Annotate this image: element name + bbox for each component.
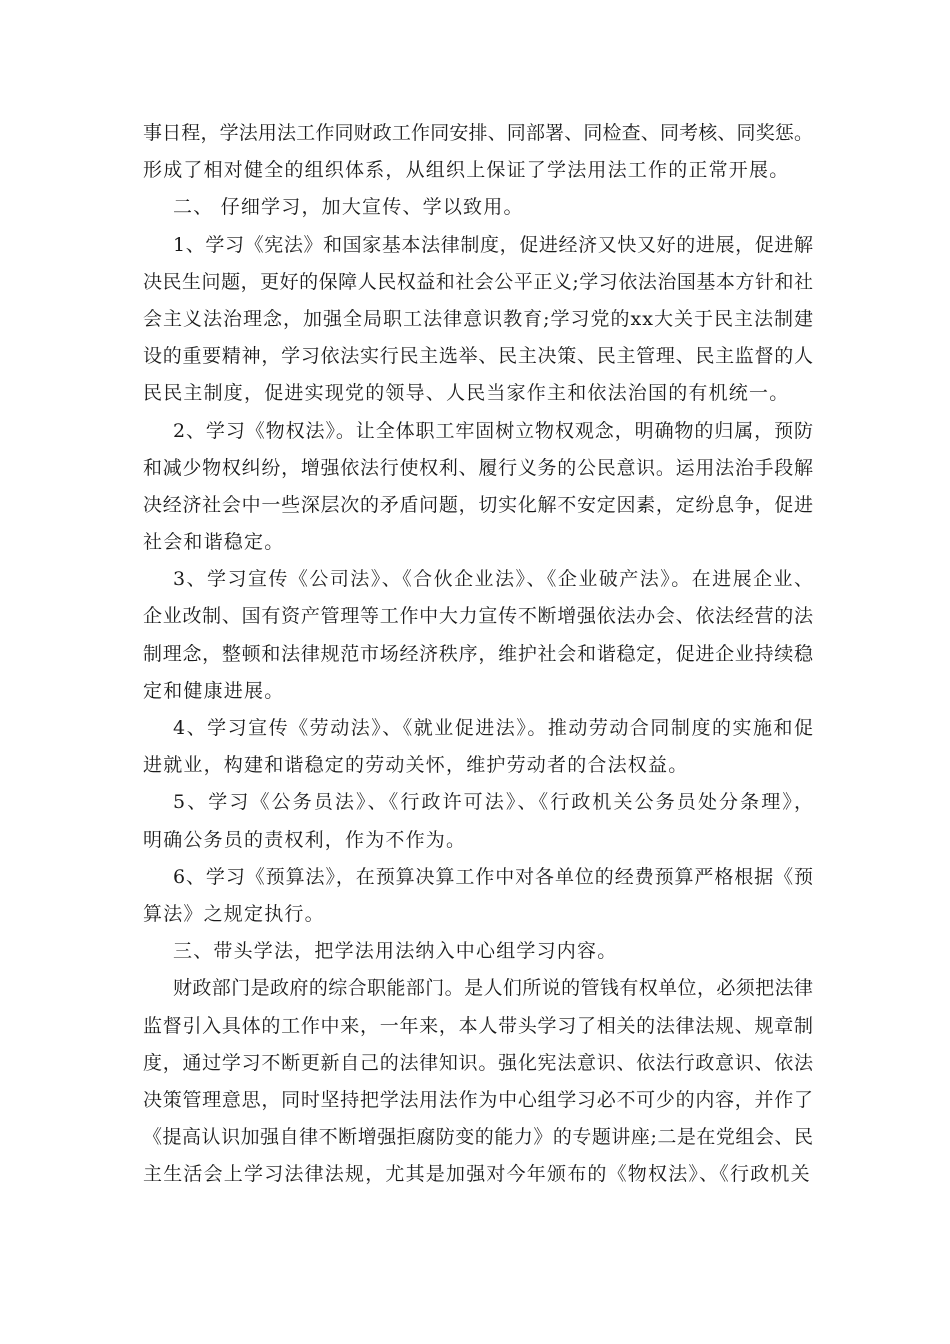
text-line: 决经济社会中一些深层次的矛盾问题，切实化解不安定因素，定纷息争，促进	[143, 493, 814, 516]
text-line: 6、学习《预算法》，在预算决算工作中对各单位的经费预算严格根据《预	[173, 865, 814, 888]
text-line: 定和健康进展。	[143, 679, 285, 702]
text-line: 监督引入具体的工作中来，一年来，本人带头学习了相关的法律法规、规章制	[143, 1014, 814, 1037]
text-line: 5、学习《公务员法》、《行政许可法》、《行政机关公务员处分条理》，	[173, 791, 816, 814]
text-line: 2、学习《物权法》。让全体职工牢固树立物权观念，明确物的归属，预防	[173, 419, 814, 442]
text-line: 形成了相对健全的组织体系，从组织上保证了学法用法工作的正常开展。	[143, 159, 790, 182]
text-line: 和减少物权纠纷，增强依法行使权利、履行义务的公民意识。运用法治手段解	[143, 456, 814, 479]
text-line: 财政部门是政府的综合职能部门。是人们所说的管钱有权单位，必须把法律	[173, 977, 814, 1000]
text-line: 4、学习宣传《劳动法》、《就业促进法》。推动劳动合同制度的实施和促	[173, 717, 815, 739]
text-line: 主生活会上学习法律法规，尤其是加强对今年颁布的《物权法》、《行政机关	[143, 1163, 811, 1186]
text-line: 算法》之规定执行。	[143, 902, 325, 925]
text-line: 明确公务员的责权利，作为不作为。	[143, 828, 467, 851]
text-line: 社会和谐稳定。	[143, 531, 285, 554]
text-line: 设的重要精神，学习依法实行民主选举、民主决策、民主管理、民主监督的人	[143, 345, 814, 368]
text-line: 会主义法治理念，加强全局职工法律意识教育;学习党的xx大关于民主法制建	[143, 307, 815, 330]
document-body	[143, 115, 816, 1193]
text-line: 《提高认识加强自律不断增强拒腐防变的能力》的专题讲座;二是在党组会、民	[143, 1126, 814, 1149]
text-line: 事日程，学法用法工作同财政工作同安排、同部署、同检查、同考核、同奖惩。	[143, 122, 814, 144]
text-line: 决策管理意思，同时坚持把学法用法作为中心组学习必不可少的内容，并作了	[143, 1088, 814, 1111]
text-line: 民民主制度，促进实现党的领导、人民当家作主和依法治国的有机统一。	[143, 382, 790, 405]
text-line: 企业改制、国有资产管理等工作中大力宣传不断增强依法办会、依法经营的法	[143, 605, 814, 628]
text-line: 3、学习宣传《公司法》、《合伙企业法》、《企业破产法》。在进展企业、	[173, 568, 815, 591]
text-line: 三、带头学法，把学法用法纳入中心组学习内容。	[173, 940, 618, 963]
text-line: 1、学习《宪法》和国家基本法律制度，促进经济又快又好的进展，促进解	[173, 233, 814, 256]
text-line: 进就业，构建和谐稳定的劳动关怀，维护劳动者的合法权益。	[143, 754, 689, 777]
text-line: 度，通过学习不断更新自己的法律知识。强化宪法意识、依法行政意识、依法	[143, 1051, 814, 1074]
text-line: 决民生问题，更好的保障人民权益和社会公平正义;学习依法治国基本方针和社	[143, 270, 814, 293]
text-line: 制理念，整顿和法律规范市场经济秩序，维护社会和谐稳定，促进企业持续稳	[143, 642, 814, 665]
text-line: 二、 仔细学习，加大宣传、学以致用。	[173, 196, 524, 219]
